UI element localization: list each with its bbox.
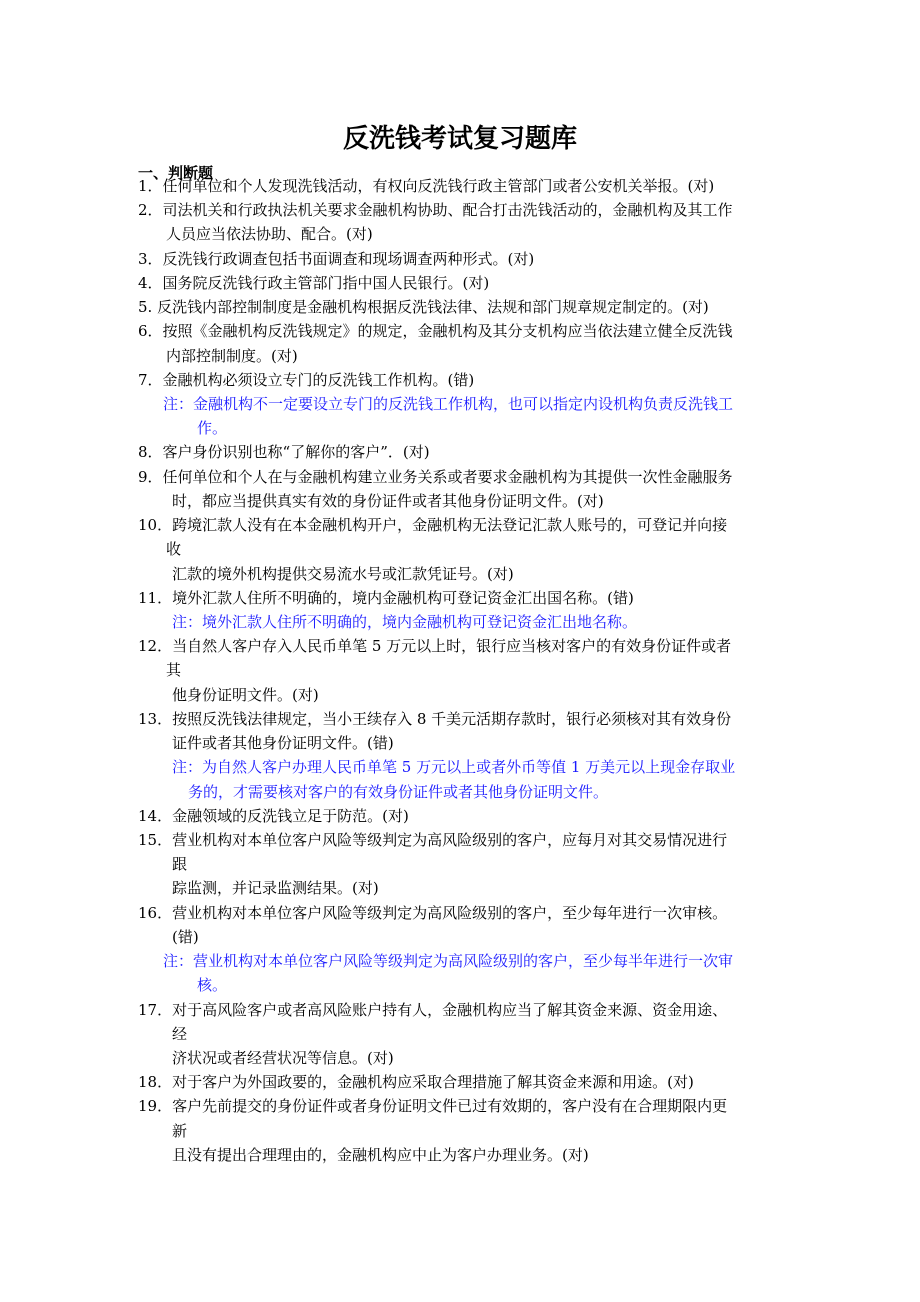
question-line: 收 bbox=[166, 540, 182, 558]
question-line: 内部控制制度。(对) bbox=[166, 347, 298, 365]
answer-note: 务的，才需要核对客户的有效身份证件或者其他身份证明文件。 bbox=[188, 783, 609, 801]
question-line: 他身份证明文件。(对) bbox=[172, 686, 319, 704]
question-line: 其 bbox=[166, 661, 182, 679]
question-line: 1．任何单位和个人发现洗钱活动，有权向反洗钱行政主管部门或者公安机关举报。(对) bbox=[138, 177, 715, 195]
question-line: 时，都应当提供真实有效的身份证件或者其他身份证明文件。(对) bbox=[172, 492, 604, 510]
section-heading: 一、判断题 bbox=[138, 164, 214, 182]
question-line: 8．客户身份识别也称“了解你的客户”．(对) bbox=[138, 443, 430, 461]
question-line: 济状况或者经营状况等信息。(对) bbox=[172, 1049, 394, 1067]
page-title: 反洗钱考试复习题库 bbox=[342, 124, 577, 154]
question-line: 16．营业机构对本单位客户风险等级判定为高风险级别的客户，至少每年进行一次审核。 bbox=[138, 904, 728, 922]
question-line: 踪监测，并记录监测结果。(对) bbox=[172, 879, 379, 897]
question-line: 新 bbox=[172, 1122, 188, 1140]
question-line: 7．金融机构必须设立专门的反洗钱工作机构。(错) bbox=[138, 371, 475, 389]
question-line: 5. 反洗钱内部控制制度是金融机构根据反洗钱法律、法规和部门规章规定制定的。(对) bbox=[138, 298, 709, 316]
question-line: 汇款的境外机构提供交易流水号或汇款凭证号。(对) bbox=[172, 565, 514, 583]
question-line: 14．金融领域的反洗钱立足于防范。(对) bbox=[138, 807, 409, 825]
question-line: 19．客户先前提交的身份证件或者身份证明文件已过有效期的，客户没有在合理期限内更 bbox=[138, 1097, 728, 1115]
question-line: 跟 bbox=[172, 855, 188, 873]
answer-note: 作。 bbox=[197, 419, 228, 437]
question-line: 9．任何单位和个人在与金融机构建立业务关系或者要求金融机构为其提供一次性金融服务 bbox=[138, 468, 733, 486]
answer-note: 注：营业机构对本单位客户风险等级判定为高风险级别的客户，至少每半年进行一次审 bbox=[163, 952, 734, 970]
question-line: 3．反洗钱行政调查包括书面调查和现场调查两种形式。(对) bbox=[138, 250, 535, 268]
question-line: 17．对于高风险客户或者高风险账户持有人，金融机构应当了解其资金来源、资金用途、 bbox=[138, 1001, 728, 1019]
answer-note: 核。 bbox=[197, 976, 228, 994]
question-line: 11．境外汇款人住所不明确的，境内金融机构可登记资金汇出国名称。(错) bbox=[138, 589, 634, 607]
answer-note: 注：金融机构不一定要设立专门的反洗钱工作机构，也可以指定内设机构负责反洗钱工 bbox=[163, 395, 734, 413]
question-line: 12．当自然人客户存入人民币单笔 5 万元以上时，银行应当核对客户的有效身份证件或者 bbox=[138, 637, 732, 655]
question-line: 4．国务院反洗钱行政主管部门指中国人民银行。(对) bbox=[138, 274, 490, 292]
question-line: 18．对于客户为外国政要的，金融机构应采取合理措施了解其资金来源和用途。(对) bbox=[138, 1073, 694, 1091]
question-line: 人员应当依法协助、配合。(对) bbox=[166, 225, 373, 243]
question-line: 10．跨境汇款人没有在本金融机构开户，金融机构无法登记汇款人账号的，可登记并向接 bbox=[138, 516, 728, 534]
question-line: 2．司法机关和行政执法机关要求金融机构协助、配合打击洗钱活动的，金融机构及其工作 bbox=[138, 201, 733, 219]
question-line: 且没有提出合理理由的，金融机构应中止为客户办理业务。(对) bbox=[172, 1146, 589, 1164]
question-line: 证件或者其他身份证明文件。(错) bbox=[172, 734, 394, 752]
answer-note: 注：为自然人客户办理人民币单笔 5 万元以上或者外币等值 1 万美元以上现金存取业 bbox=[172, 758, 736, 776]
question-line: 13．按照反洗钱法律规定，当小王续存入 8 千美元活期存款时，银行必须核对其有效身份 bbox=[138, 710, 732, 728]
question-line: 经 bbox=[172, 1025, 188, 1043]
question-line: (错) bbox=[172, 928, 199, 946]
question-line: 15．营业机构对本单位客户风险等级判定为高风险级别的客户，应每月对其交易情况进行 bbox=[138, 831, 728, 849]
answer-note: 注：境外汇款人住所不明确的，境内金融机构可登记资金汇出地名称。 bbox=[172, 613, 638, 631]
question-line: 6．按照《金融机构反洗钱规定》的规定，金融机构及其分支机构应当依法建立健全反洗钱 bbox=[138, 322, 733, 340]
